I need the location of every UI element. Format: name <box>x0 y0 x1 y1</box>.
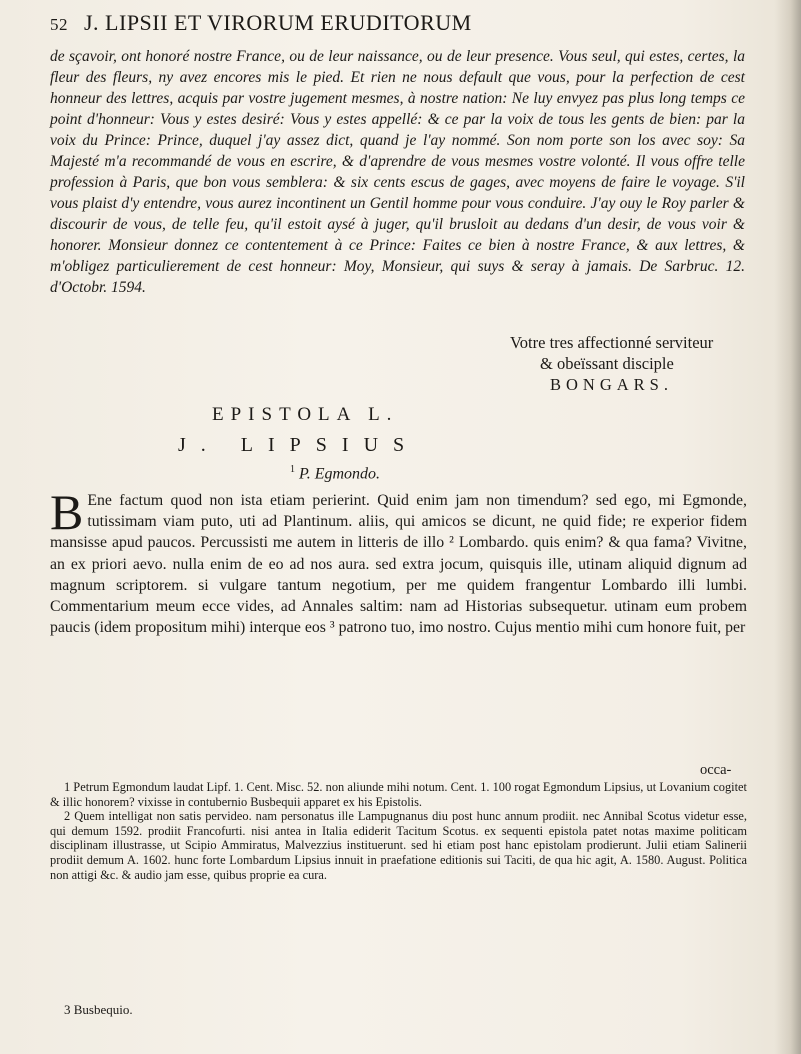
closing-line-2: & obeïssant disciple <box>540 354 674 373</box>
footnote-3: 3 Busbequio. <box>64 1002 133 1017</box>
epistola-author: J. LIPSIUS <box>178 434 420 456</box>
epistola-title: EPISTOLA L. <box>212 404 399 425</box>
epistola-addressee <box>290 464 590 483</box>
running-title: J. LIPSII ET VIRORUM ERUDITORUM <box>84 10 472 35</box>
signature: BONGARS. <box>550 375 673 394</box>
latin-letter-text: Ene factum quod non ista etiam perierint. Quid enim jam non timendum? sed ego, mi Egmonde, tutissimam viam puto, uti ad Plantinum. aliis, qui amicos se dicunt, ne quid fide; re experior fidem mansisse apud paucos. Percussisti me autem in litteris de illo ² Lombardo. quis enim? & qua fama? Vivitne, an ex priori aevo. nulla enim de eo ad nos aura. sed extra jocum, quisquis ille, utinam aliquid dignum ad magnum scriptorem. si vulgare tantum negotium, per me quidem frangentur Lombardo illi lumbi. Commentarium meum ecce vides, ad Annales saltim: nam ad Historias subsequetur. utinam eum probem paucis (idem propositum mihi) interque eos ³ patrono tuo, imo nostro. Cujus mentio mihi cum honore fuit, per <box>50 492 747 637</box>
french-letter-text: de sçavoir, ont honoré nostre France, ou de leur naissance, ou de leur presence. Vous seul, qui estes, certes, la fleur des fleurs, ny avez encores mis le pied. Et rien ne nous default que vous, pour la perfection de cest honneur des lettres, acquis par vostre jugement mesmes, à nostre nation: Ne luy envyez pas plus long temps ce point d'honneur: Vous y estes desiré: Vous y estes appellé: & ce par la voix de tous les gents de bien: par la voix du Prince: Prince, duquel j'ay assez dict, quand je l'ay nommé. Son nom porte son los avec soy: Sa Majesté m'a recommandé de vous en escrire, & d'aprendre de vous mesmes vostre volonté. Il vous offre telle profession à Paris, que bon vous semblera: & six cents escus de gages, avec moyens de faire le voyage. S'il vous plaist d'y entendre, vous aurez incontinent un Gentil homme pour vous conduire. J'ay ouy le Roy parler & discourir de vous, de telle feu, qu'il estoit aysé à juger, qu'il brusloit au dedans d'un desir, de vous voir & honorer. Monsieur donnez ce contentement à ce Prince: Faites ce bien à nostre France, & aux lettres, & m'obligez particulierement de cest honneur: Moy, Monsieur, qui suys & seray à jamais. De Sarbruc. 12. d'Octobr. 1594. <box>50 48 745 296</box>
footnote-2: 2 Quem intelligat non satis pervideo. nam personatus ille Lampugnanus diu post hunc annum prodiit. nec Annibal Scotus videtur esse, qui demum 1592. prodiit Francofurti. nisi antea in Italia ediderit Tacitum Scotus. ex sequenti epistola patet notas maxime politicam disciplinam illustrasse, ut Scipio Ammiratus, Malvezzius instituerunt. sed hi etiam post hanc epistolam prodierunt. Julii etiam Salinerii prodiit demum A. 1602. hunc forte Lombardum Lipsius innuit in praefatione editionis sui Taciti, de qua hic agit, A. 1580. August. Politica non attigi &c. & audio jam esse, quibus proprie ea cura. <box>50 809 747 882</box>
catchword: occa- <box>700 762 732 778</box>
page-number: 52 <box>50 15 68 34</box>
drop-cap: B <box>50 484 84 540</box>
latin-letter <box>50 484 747 638</box>
addressee-name: P. Egmondo. <box>299 465 381 483</box>
letter-closing <box>480 332 770 395</box>
closing-line-1: Votre tres affectionné serviteur <box>510 333 714 352</box>
note-mark: 1 <box>290 464 295 475</box>
footnote-1: 1 Petrum Egmondum laudat Lipf. 1. Cent. Misc. 52. non aliunde mihi notum. Cent. 1. 100 rogat Egmondum Lipsius, ut Lovanium cogitet & illic honorem? vixisse in contubernio Busbequii apparet ex his Epistolis. <box>50 780 747 809</box>
page-edge-shadow <box>775 0 801 1054</box>
running-header <box>50 10 740 44</box>
footnotes <box>50 780 747 882</box>
